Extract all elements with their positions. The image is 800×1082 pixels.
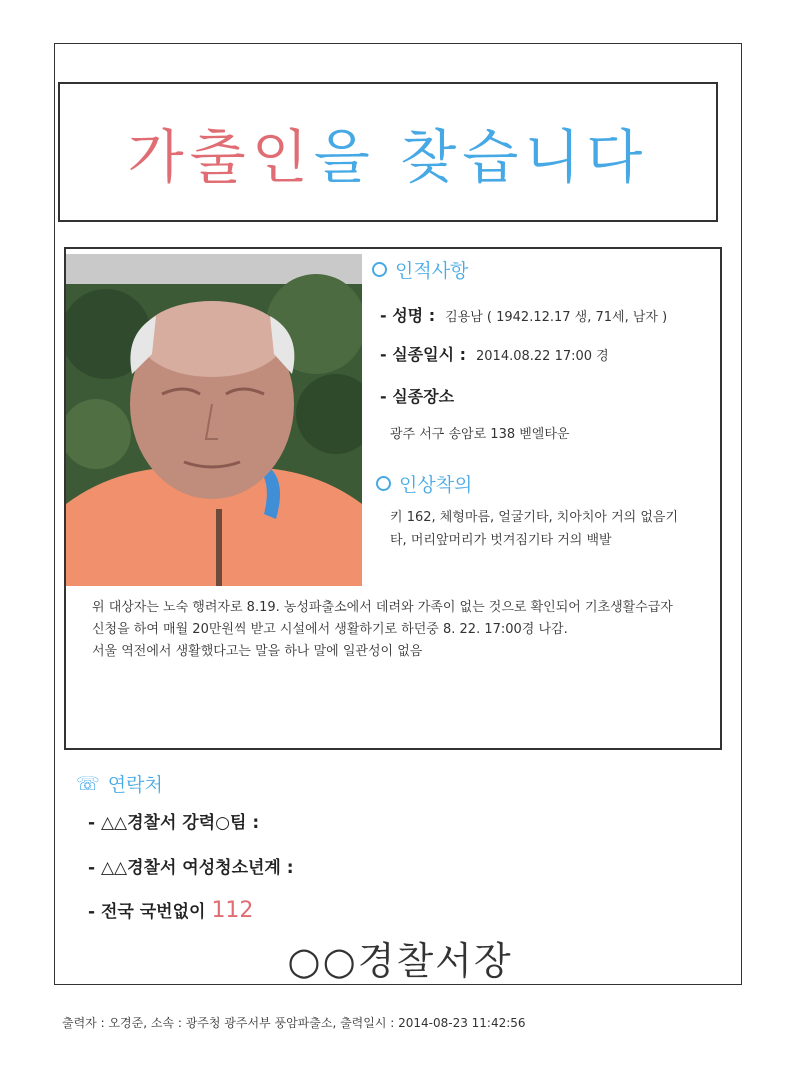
- info-panel: [372, 256, 717, 283]
- missing-place-value: 광주 서구 송암로 138 벧엘타운: [390, 427, 570, 442]
- appearance-heading: 인상착의: [376, 470, 472, 497]
- circle-bullet-icon: [372, 262, 387, 277]
- phone-icon: ☏: [76, 772, 100, 795]
- contact-item-youth-division: - △△경찰서 여성청소년계 :: [88, 858, 294, 878]
- case-description: 위 대상자는 노숙 행려자로 8.19. 농성파출소에서 데려와 가족이 없는 것으로 확인되어 기초생활수급자 신청을 하여 매월 20만원씩 받고 시설에서 생활하기로 하던중 8. 22. 17:00경 나감. 서울 역전에서 생활했다고는 말을 하나 말에 일관성이 없음: [92, 600, 673, 659]
- personal-heading: 인적사항: [372, 256, 717, 283]
- title-rest: 을 찾습니다: [313, 123, 649, 191]
- missing-place-field: - 실종장소: [380, 387, 455, 406]
- title-box: [58, 82, 718, 222]
- contact-item-violent-crime: - △△경찰서 강력○팀 :: [88, 813, 260, 833]
- print-footer: 출력자 : 오경준, 소속 : 광주청 광주서부 풍암파출소, 출력일시 : 2014-08-23 11:42:56: [62, 1016, 526, 1030]
- appearance-text: 키 162, 체형마름, 얼굴기타, 치아치아 거의 없음기 타, 머리앞머리가 벗겨짐기타 거의 백발: [390, 510, 679, 548]
- missing-person-photo: [66, 254, 362, 586]
- name-value: 김용남 ( 1942.12.17 생, 71세, 남자 ): [445, 310, 668, 325]
- name-field: - 성명 : 김용남 ( 1942.12.17 생, 71세, 남자 ): [380, 306, 668, 325]
- missing-date-value: 2014.08.22 17:00 경: [476, 349, 609, 364]
- poster-title: [128, 110, 649, 194]
- contact-heading: ☏ 연락처: [76, 772, 163, 796]
- contact-item-national: - 전국 국번없이 112: [88, 898, 254, 923]
- title-highlight: 가출인: [127, 123, 314, 191]
- missing-date-field: - 실종일시 : 2014.08.22 17:00 경: [380, 345, 609, 364]
- circle-bullet-icon: [376, 476, 391, 491]
- police-chief-signature: ○○경찰서장: [287, 939, 513, 983]
- emergency-number: 112: [211, 898, 254, 923]
